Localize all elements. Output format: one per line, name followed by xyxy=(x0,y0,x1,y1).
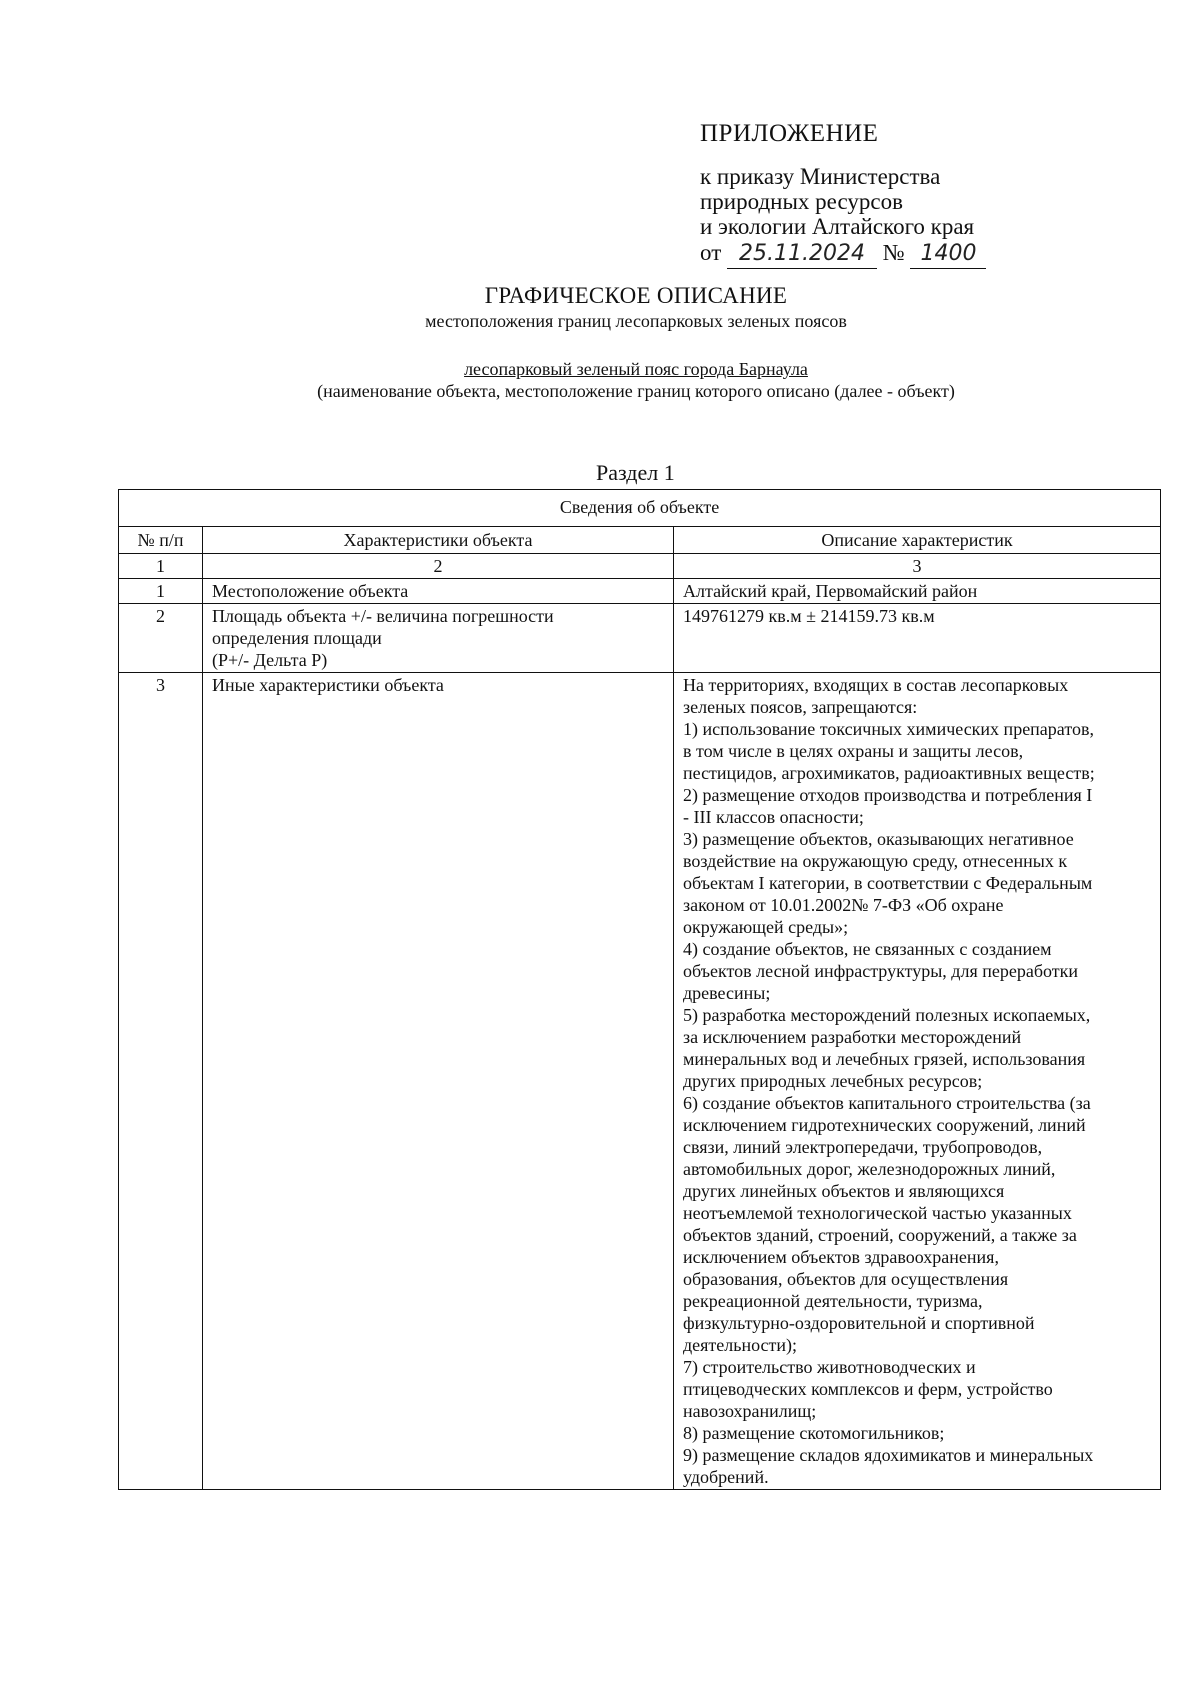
description-line: зеленых поясов, запрещаются: xyxy=(683,697,918,717)
description-line: исключением объектов здравоохранения, xyxy=(683,1247,999,1267)
column-number-cell: 1 xyxy=(119,554,203,579)
description-cell xyxy=(674,673,1161,1490)
characteristic-cell xyxy=(203,673,674,1490)
description-line: 7) строительство животноводческих и xyxy=(683,1357,976,1377)
description-line: образования, объектов для осуществления xyxy=(683,1269,1009,1289)
description-line: в том числе в целях охраны и защиты лесов, xyxy=(683,741,1024,761)
description-cell xyxy=(674,579,1161,604)
description-line: 5) разработка месторождений полезных ископаемых, xyxy=(683,1005,1091,1025)
row-number: 1 xyxy=(119,579,203,604)
characteristic-line: определения площади xyxy=(212,628,382,648)
description-line: 3) размещение объектов, оказывающих негативное xyxy=(683,829,1074,849)
object-info-table xyxy=(118,489,1161,1490)
column-number-cell: 2 xyxy=(203,554,674,579)
description-line: неотъемлемой технологической частью указанных xyxy=(683,1203,1072,1223)
header-description: Описание характеристик xyxy=(674,527,1161,554)
description-line: деятельности); xyxy=(683,1335,798,1355)
handwritten-date: 25.11.2024 xyxy=(727,240,877,269)
description-line: других линейных объектов и являющихся xyxy=(683,1181,1005,1201)
object-name-caption: (наименование объекта, местоположение границ которого описано (далее - объект) xyxy=(317,381,955,401)
handwritten-number: 1400 xyxy=(910,240,986,269)
appendix-title: ПРИЛОЖЕНИЕ xyxy=(700,120,879,147)
column-number-cell: 3 xyxy=(674,554,1161,579)
table-row xyxy=(119,604,1161,673)
section-label: Раздел 1 xyxy=(596,460,675,485)
description-line: физкультурно-оздоровительной и спортивной xyxy=(683,1313,1035,1333)
description-line: древесины; xyxy=(683,983,771,1003)
description-line: 9) размещение складов ядохимикатов и минеральных xyxy=(683,1445,1094,1465)
appendix-line: природных ресурсов xyxy=(700,189,903,214)
description-line: навозохранилищ; xyxy=(683,1401,817,1421)
document-title: ГРАФИЧЕСКОЕ ОПИСАНИЕ xyxy=(484,283,788,308)
row-number: 3 xyxy=(119,673,203,1490)
appendix-line: к приказу Министерства xyxy=(700,164,941,189)
description-line: рекреационной деятельности, туризма, xyxy=(683,1291,983,1311)
description-line: минеральных вод и лечебных грязей, использования xyxy=(683,1049,1086,1069)
description-line: удобрений. xyxy=(683,1467,769,1487)
description-line: Алтайский край, Первомайский район xyxy=(683,581,978,601)
description-line: за исключением разработки месторождений xyxy=(683,1027,1022,1047)
characteristic-cell xyxy=(203,579,674,604)
appendix-line: и экологии Алтайского края xyxy=(700,214,975,239)
description-line: 8) размещение скотомогильников; xyxy=(683,1423,945,1443)
table-row xyxy=(119,673,1161,1490)
description-line: окружающей среды»; xyxy=(683,917,849,937)
description-line: На территориях, входящих в состав лесопарковых xyxy=(683,675,1069,695)
characteristic-cell xyxy=(203,604,674,673)
description-line: 149761279 кв.м ± 214159.73 кв.м xyxy=(683,606,935,626)
characteristic-line: (Р+/- Дельта Р) xyxy=(212,650,328,670)
description-cell xyxy=(674,604,1161,673)
description-line: исключением гидротехнических сооружений, линий xyxy=(683,1115,1086,1135)
description-line: пестицидов, агрохимикатов, радиоактивных веществ; xyxy=(683,763,1095,783)
description-line: объектам I категории, в соответствии с Федеральным xyxy=(683,873,1093,893)
document-subtitle: местоположения границ лесопарковых зеленых поясов xyxy=(425,311,847,331)
number-prefix: № xyxy=(882,240,905,265)
description-line: 2) размещение отходов производства и потребления I xyxy=(683,785,1093,805)
table-caption: Сведения об объекте xyxy=(119,490,1161,527)
characteristic-line: Площадь объекта +/- величина погрешности xyxy=(212,606,554,626)
characteristic-line: Местоположение объекта xyxy=(212,581,409,601)
header-characteristic: Характеристики объекта xyxy=(203,527,674,554)
description-line: объектов зданий, строений, сооружений, а также за xyxy=(683,1225,1077,1245)
order-date-number-line xyxy=(700,239,1120,269)
description-line: воздействие на окружающую среду, отнесенных к xyxy=(683,851,1068,871)
table-row xyxy=(119,579,1161,604)
characteristic-line: Иные характеристики объекта xyxy=(212,675,444,695)
appendix-block xyxy=(700,118,1120,269)
description-line: птицеводческих комплексов и ферм, устройство xyxy=(683,1379,1053,1399)
description-line: объектов лесной инфраструктуры, для переработки xyxy=(683,961,1078,981)
object-name xyxy=(0,358,1200,380)
description-line: других природных лечебных ресурсов; xyxy=(683,1071,983,1091)
description-line: 1) использование токсичных химических препаратов, xyxy=(683,719,1094,739)
description-line: 6) создание объектов капитального строительства (за xyxy=(683,1093,1091,1113)
description-line: 4) создание объектов, не связанных с созданием xyxy=(683,939,1052,959)
header-number: № п/п xyxy=(119,527,203,554)
object-name-text: лесопарковый зеленый пояс города Барнаула xyxy=(464,359,808,379)
description-line: законом от 10.01.2002№ 7-ФЗ «Об охране xyxy=(683,895,1004,915)
description-line: - III классов опасности; xyxy=(683,807,864,827)
description-line: связи, линий электропередачи, трубопроводов, xyxy=(683,1137,1043,1157)
date-prefix: от xyxy=(700,240,722,265)
row-number: 2 xyxy=(119,604,203,673)
description-line: автомобильных дорог, железнодорожных линий, xyxy=(683,1159,1056,1179)
